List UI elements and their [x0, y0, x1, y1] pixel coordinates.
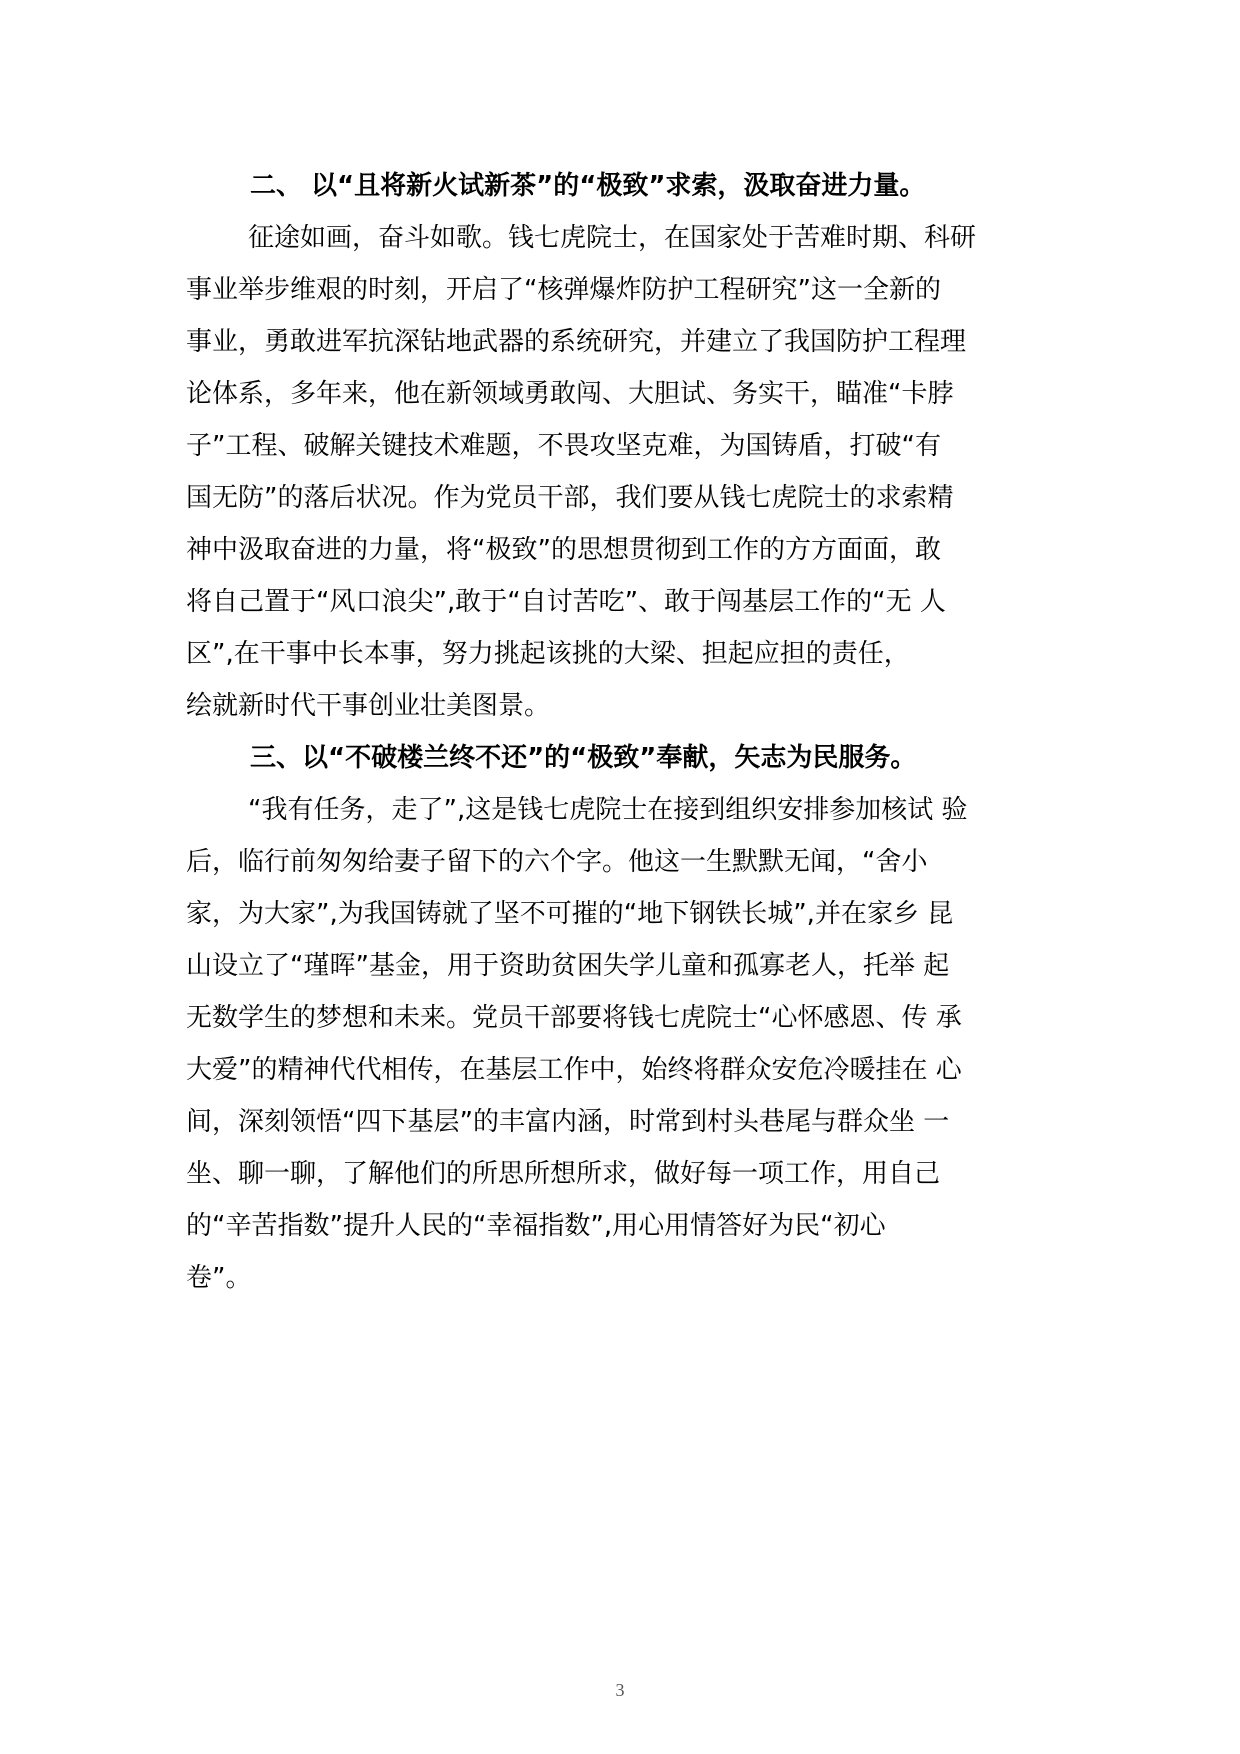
page-number: 3 — [615, 1680, 625, 1700]
document-body — [186, 160, 1056, 1304]
paragraph-line: 无数学生的梦想和未来。党员干部要将钱七虎院士“心怀感恩、传 承 — [186, 1003, 962, 1033]
paragraph-line: 间，深刻领悟“四下基层”的丰富内涵，时常到村头巷尾与群众坐 一 — [186, 1107, 950, 1137]
paragraph-line: 绘就新时代干事创业壮美图景。 — [186, 691, 551, 721]
paragraph-line: 家，为大家”,为我国铸就了坚不可摧的“地下钢铁长城”,并在家乡 昆 — [186, 899, 954, 929]
paragraph-line: 区”,在干事中长本事，努力挑起该挑的大梁、担起应担的责任， — [186, 639, 910, 669]
paragraph-line: 论体系，多年来，他在新领域勇敢闯、大胆试、务实干，瞄准“卡脖 — [186, 379, 954, 409]
paragraph-line: 大爱”的精神代代相传，在基层工作中，始终将群众安危冷暖挂在 心 — [186, 1055, 962, 1085]
paragraph-line: 卷”。 — [186, 1263, 252, 1293]
paragraph-line: 的“辛苦指数”提升人民的“幸福指数”,用心用情答好为民“初心 — [186, 1211, 886, 1241]
section-heading-2: 二、 以“且将新火试新茶”的“极致”求索，汲取奋进力量。 — [250, 171, 926, 201]
section-paragraph-2 — [186, 212, 1056, 732]
paragraph-line: 后，临行前匆匆给妻子留下的六个字。他这一生默默无闻，“舍小 — [186, 847, 928, 877]
section-paragraph-3 — [186, 784, 1056, 1304]
paragraph-line: 坐、聊一聊，了解他们的所思所想所求，做好每一项工作，用自己 — [186, 1159, 941, 1189]
paragraph-line: 将自己置于“风口浪尖”,敢于“自讨苦吃”、敢于闯基层工作的“无 人 — [186, 587, 946, 617]
paragraph-line: 神中汲取奋进的力量，将“极致”的思想贯彻到工作的方方面面，敢 — [186, 535, 941, 565]
paragraph-line: 事业，勇敢进军抗深钻地武器的系统研究，并建立了我国防护工程理 — [186, 327, 967, 357]
paragraph-line: 子”工程、破解关键技术难题，不畏攻坚克难，为国铸盾，打破“有 — [186, 431, 941, 461]
section-heading-3: 三、以“不破楼兰终不还”的“极致”奉献，矢志为民服务。 — [250, 743, 917, 773]
paragraph-line: “我有任务，走了”,这是钱七虎院士在接到组织安排参加核试 验 — [248, 795, 968, 825]
paragraph-line: 山设立了“瑾晖”基金，用于资助贫困失学儿童和孤寡老人，托举 起 — [186, 951, 950, 981]
paragraph-line: 事业举步维艰的时刻，开启了“核弹爆炸防护工程研究”这一全新的 — [186, 275, 941, 305]
paragraph-line: 国无防”的落后状况。作为党员干部，我们要从钱七虎院士的求索精 — [186, 483, 954, 513]
paragraph-line: 征途如画，奋斗如歌。钱七虎院士，在国家处于苦难时期、科研 — [248, 223, 977, 253]
